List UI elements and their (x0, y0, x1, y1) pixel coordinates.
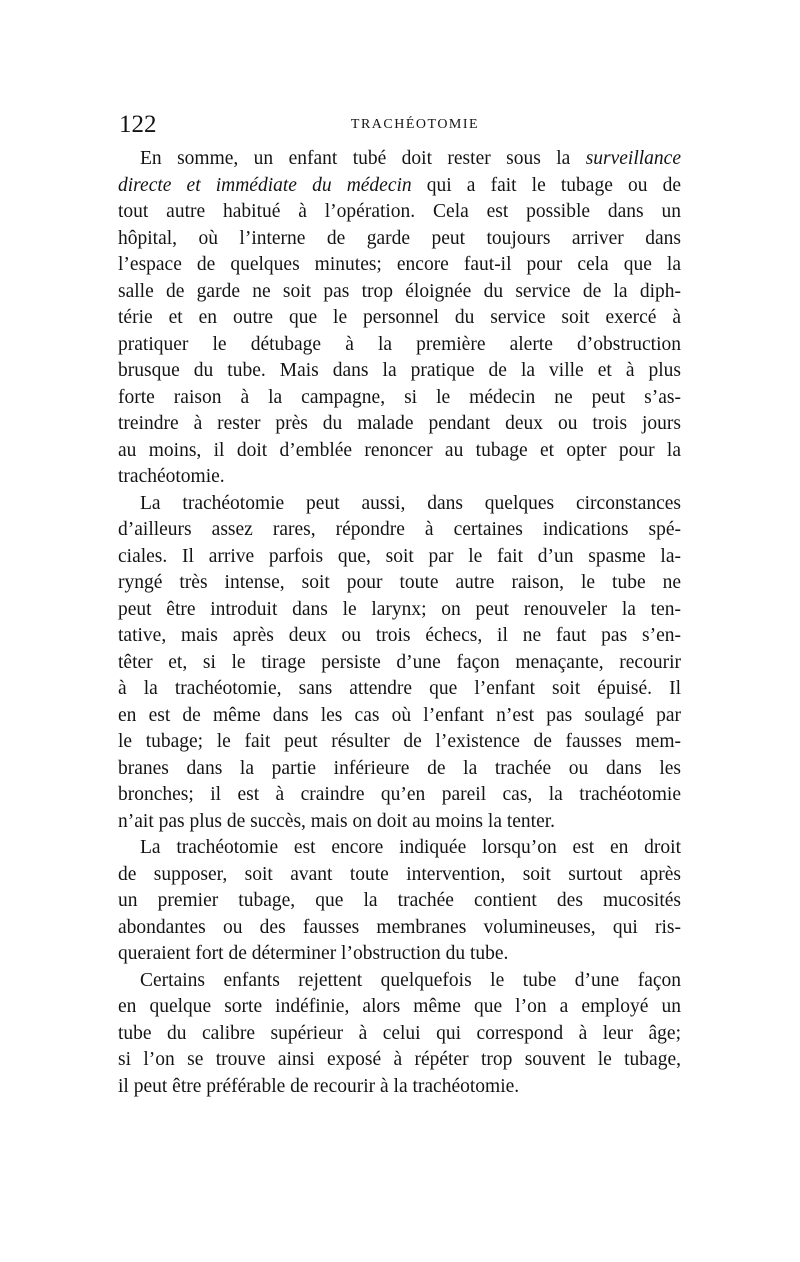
text-line: de supposer, soit avant toute intervention, soit surtout après (118, 863, 681, 885)
text-line: La trachéotomie peut aussi, dans quelques circonstances (140, 492, 681, 514)
text-line: l’espace de quelques minutes; encore faut-il pour cela que la (118, 254, 681, 275)
text-line: térie et en outre que le personnel du service soit exercé à (118, 307, 681, 328)
text-line: trachéotomie. (118, 466, 225, 487)
text-line: La trachéotomie est encore indiquée lorsqu’on est en droit (140, 837, 681, 858)
text-line: ciales. Il arrive parfois que, soit par le fait d’un spasme la- (118, 545, 681, 567)
text-line: brusque du tube. Mais dans la pratique de la ville et à plus (118, 360, 681, 381)
text-line: bronches; il est à craindre qu’en pareil cas, la trachéotomie (118, 784, 681, 805)
text-line: n’ait pas plus de succès, mais on doit au moins la tenter. (118, 810, 556, 832)
page-number: 122 (119, 111, 157, 138)
text-line: treindre à rester près du malade pendant deux ou trois jours (118, 413, 681, 434)
text-run: En somme, un enfant tubé doit rester sous la (140, 148, 586, 169)
body-text (118, 146, 681, 1100)
text-line: queraient fort de déterminer l’obstruction du tube. (118, 943, 509, 964)
text-line: il peut être préférable de recourir à la trachéotomie. (118, 1075, 520, 1097)
text-line: un premier tubage, que la trachée contient des mucosités (118, 890, 681, 911)
text-line: hôpital, où l’interne de garde peut toujours arriver dans (118, 227, 681, 249)
text-line (118, 146, 681, 173)
text-line: d’ailleurs assez rares, répondre à certaines indications spé- (118, 519, 681, 540)
text-line: branes dans la partie inférieure de la trachée ou dans les (118, 757, 681, 779)
text-line: au moins, il doit d’emblée renoncer au tubage et opter pour la (118, 439, 681, 461)
text-line: en est de même dans les cas où l’enfant n’est pas soulagé par (118, 704, 681, 726)
text-line: Certains enfants rejettent quelquefois le tube d’une façon (140, 969, 681, 991)
text-line: abondantes ou des fausses membranes volumineuses, qui ris- (118, 916, 681, 938)
text-line: peut être introduit dans le larynx; on peut renouveler la ten- (118, 598, 681, 620)
text-line: en quelque sorte indéfinie, alors même que l’on a employé un (118, 996, 681, 1017)
emphasis-text: surveillance (585, 148, 681, 169)
text-line: ryngé très intense, soit pour toute autre raison, le tube ne (118, 572, 681, 593)
text-run: qui a fait le tubage ou de (411, 174, 681, 196)
text-line: forte raison à la campagne, si le médecin ne peut s’as- (118, 386, 681, 408)
running-title: TRACHÉOTOMIE (350, 117, 480, 132)
text-line: tout autre habitué à l’opération. Cela est possible dans un (118, 201, 681, 222)
text-line: si l’on se trouve ainsi exposé à répéter trop souvent le tubage, (118, 1049, 681, 1070)
text-line: tative, mais après deux ou trois échecs, il ne faut pas s’en- (118, 625, 681, 646)
emphasis-text: directe et immédiate du médecin (118, 174, 412, 196)
text-line (118, 173, 681, 200)
text-line: à la trachéotomie, sans attendre que l’enfant soit épuisé. Il (118, 678, 681, 699)
text-line: le tubage; le fait peut résulter de l’existence de fausses mem- (118, 731, 681, 752)
text-line: tube du calibre supérieur à celui qui correspond à leur âge; (118, 1022, 681, 1044)
text-line: têter et, si le tirage persiste d’une façon menaçante, recourir (118, 651, 681, 673)
text-line: pratiquer le détubage à la première alerte d’obstruction (118, 333, 681, 355)
text-line: salle de garde ne soit pas trop éloignée du service de la diph- (118, 280, 681, 302)
